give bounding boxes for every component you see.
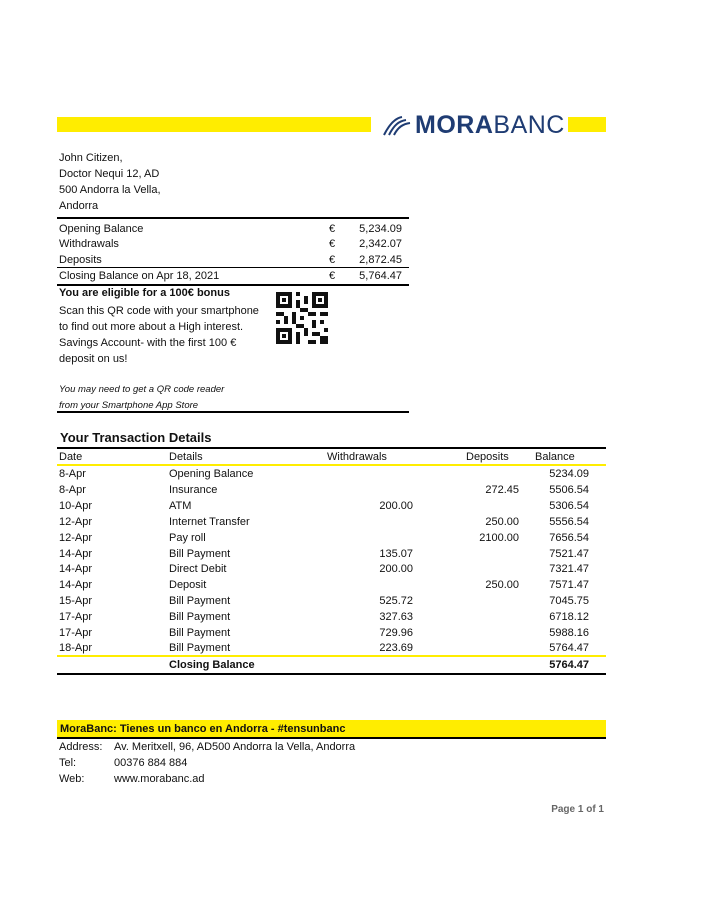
header-balance: Balance [535,451,575,463]
cell-details: Bill Payment [169,548,231,560]
table-row [57,514,606,530]
cell-date: 17-Apr [59,627,93,639]
customer-address [59,150,161,214]
closing-label: Closing Balance [169,659,255,671]
closing-balance-row [57,657,606,673]
summary-value: 2,342.07 [359,238,402,250]
header-deposits: Deposits [466,451,509,463]
cell-balance: 5988.16 [549,627,589,639]
cell-date: 8-Apr [59,484,86,496]
header-yellow-bar-right [568,117,606,132]
address-label: Address: [59,741,103,753]
table-row [57,546,606,562]
header-withdrawals: Withdrawals [327,451,387,463]
table-row [57,593,606,609]
address-line: Andorra [59,200,99,212]
cell-details: Pay roll [169,532,206,544]
cell-date: 10-Apr [59,500,93,512]
cell-withdrawals: 729.96 [379,627,413,639]
summary-row-opening [59,221,408,237]
tel-value: 00376 884 884 [114,757,188,769]
qr-reader-note [59,382,299,414]
cell-balance: 6718.12 [549,611,589,623]
cell-balance: 5764.47 [549,642,589,654]
tel-label: Tel: [59,757,77,769]
cell-date: 14-Apr [59,563,93,575]
cell-details: Insurance [169,484,218,496]
table-row [57,498,606,514]
address-line: Doctor Nequi 12, AD [59,168,160,180]
footer-title: MoraBanc: Tienes un banco en Andorra - #tensunbanc [60,723,346,735]
cell-withdrawals: 327.63 [379,611,413,623]
qr-code-icon[interactable] [276,292,328,344]
cell-deposits: 272.45 [485,484,519,496]
cell-withdrawals: 525.72 [379,595,413,607]
address-line: 500 Andorra la Vella, [59,184,161,196]
summary-bottom-rule [57,284,409,286]
closing-balance: 5764.47 [549,659,589,671]
transactions-header-row [57,449,606,465]
web-label: Web: [59,773,85,785]
cell-details: Bill Payment [169,627,231,639]
currency-symbol: € [329,254,336,266]
transactions-title: Your Transaction Details [60,430,212,445]
table-row [57,577,606,593]
currency-symbol: € [329,270,336,282]
summary-top-rule [57,217,409,219]
bonus-title: You are eligible for a 100€ bonus [59,287,230,299]
transactions-bottom-rule [57,673,606,675]
cell-balance: 5556.54 [549,516,589,528]
cell-date: 15-Apr [59,595,93,607]
qr-note-line: You may need to get a QR code reader [59,384,225,395]
table-row [57,609,606,625]
cell-date: 12-Apr [59,532,93,544]
cell-balance: 7321.47 [549,563,589,575]
table-row [57,482,606,498]
page-number: Page 1 of 1 [551,804,604,815]
currency-symbol: € [329,238,336,250]
cell-balance: 7656.54 [549,532,589,544]
address-line: John Citizen, [59,152,123,164]
cell-balance: 5234.09 [549,468,589,480]
cell-withdrawals: 135.07 [379,548,413,560]
cell-details: Internet Transfer [169,516,250,528]
cell-details: Bill Payment [169,611,231,623]
cell-date: 8-Apr [59,468,86,480]
table-row [57,530,606,546]
currency-symbol: € [329,223,336,235]
cell-details: ATM [169,500,192,512]
summary-label: Closing Balance on Apr 18, 2021 [59,270,220,282]
cell-details: Deposit [169,579,207,591]
logo-text-light: BANC [493,110,565,139]
summary-row-withdrawals [59,236,408,252]
cell-details: Bill Payment [169,642,231,654]
web-link[interactable]: www.morabanc.ad [114,773,205,785]
morabanc-waves-icon [382,113,412,137]
cell-date: 17-Apr [59,611,93,623]
summary-value: 5,234.09 [359,223,402,235]
cell-details: Opening Balance [169,468,254,480]
header-date: Date [59,451,83,463]
table-row [57,625,606,641]
header-yellow-bar-left [57,117,371,132]
summary-label: Withdrawals [59,238,119,250]
cell-date: 18-Apr [59,642,93,654]
cell-withdrawals: 200.00 [379,500,413,512]
cell-balance: 7045.75 [549,595,589,607]
cell-date: 14-Apr [59,548,93,560]
summary-label: Opening Balance [59,223,144,235]
summary-row-deposits [59,252,408,268]
cell-deposits: 250.00 [485,516,519,528]
cell-details: Direct Debit [169,563,227,575]
cell-deposits: 250.00 [485,579,519,591]
cell-balance: 5506.54 [549,484,589,496]
cell-balance: 7571.47 [549,579,589,591]
bonus-body: Scan this QR code with your smartphone to find out more about a High interest. Savings Account- with the first 100 € deposit on us! [59,305,259,365]
summary-value: 5,764.47 [359,270,402,282]
cell-date: 14-Apr [59,579,93,591]
cell-details: Bill Payment [169,595,231,607]
cell-deposits: 2100.00 [479,532,519,544]
table-row [57,561,606,577]
header-details: Details [169,451,203,463]
cell-date: 12-Apr [59,516,93,528]
summary-label: Deposits [59,254,102,266]
cell-balance: 7521.47 [549,548,589,560]
cell-balance: 5306.54 [549,500,589,512]
logo-text-bold: MORA [415,110,494,139]
qr-note-line: from your Smartphone App Store [59,400,199,411]
table-row [57,466,606,482]
bonus-bottom-rule [57,411,409,413]
cell-withdrawals: 223.69 [379,642,413,654]
cell-withdrawals: 200.00 [379,563,413,575]
address-value: Av. Meritxell, 96, AD500 Andorra la Vella, Andorra [114,741,356,753]
summary-row-closing [59,268,408,284]
morabanc-logo [382,110,565,140]
table-row [57,640,606,656]
summary-value: 2,872.45 [359,254,402,266]
